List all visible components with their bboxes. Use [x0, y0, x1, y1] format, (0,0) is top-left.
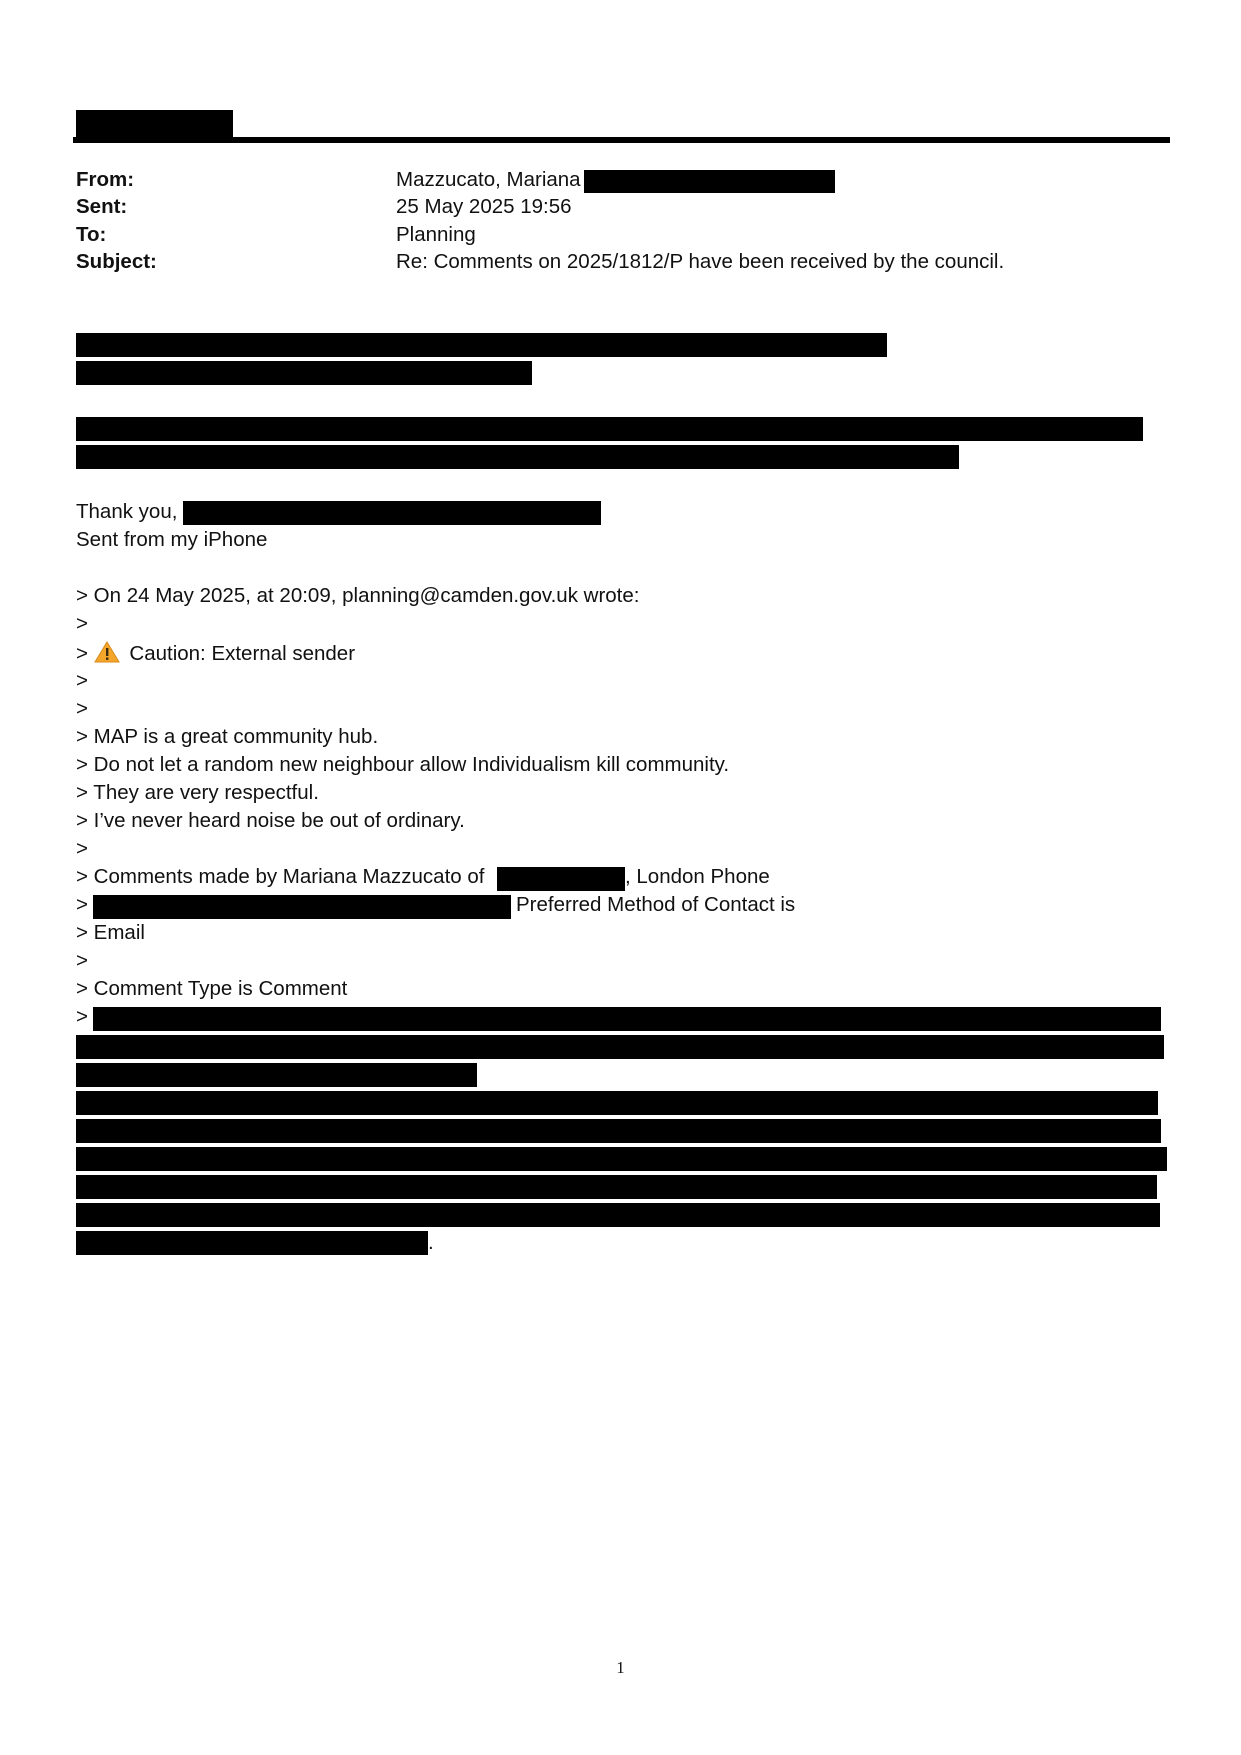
subject-label: Subject:: [76, 250, 157, 273]
page-number: 1: [616, 1658, 625, 1677]
name-redaction: [183, 501, 601, 525]
from-label: From:: [76, 168, 135, 191]
london-phone-text: , London Phone: [625, 865, 770, 888]
comment-redaction: [93, 1007, 1161, 1031]
to-value: Planning: [396, 223, 476, 246]
body-redaction: [76, 361, 532, 385]
address-redaction: [497, 867, 625, 891]
comment-redaction: [76, 1175, 1157, 1199]
quote-marker: >: [76, 669, 88, 692]
caution-quote-marker: >: [76, 642, 88, 665]
comment-line: > They are very respectful.: [76, 781, 319, 804]
preferred-contact-text: Preferred Method of Contact is: [516, 893, 796, 916]
signature-text: Sent from my iPhone: [76, 528, 268, 551]
body-redaction: [76, 417, 1143, 441]
caution-line: [76, 640, 355, 671]
body-redaction: [76, 445, 959, 469]
final-period: .: [428, 1231, 434, 1254]
warning-icon: [94, 641, 120, 671]
quote-marker: >: [76, 893, 88, 916]
quote-intro: > On 24 May 2025, at 20:09, planning@camden.gov.uk wrote:: [76, 584, 640, 607]
to-label: To:: [76, 223, 107, 246]
comment-line: > I’ve never heard noise be out of ordinary.: [76, 809, 465, 832]
from-email-redaction: [584, 170, 835, 193]
comment-redaction: [76, 1063, 477, 1087]
sent-label: Sent:: [76, 195, 128, 218]
comment-line: > Do not let a random new neighbour allow Individualism kill community.: [76, 753, 730, 776]
comment-redaction: [76, 1091, 1158, 1115]
from-value: Mazzucato, Mariana: [396, 168, 581, 191]
comment-redaction: [76, 1035, 1164, 1059]
comment-redaction: [76, 1203, 1160, 1227]
thank-you-text: Thank you,: [76, 500, 178, 523]
quote-marker: >: [76, 949, 88, 972]
caution-text: Caution: External sender: [129, 642, 356, 665]
comment-redaction: [76, 1231, 428, 1255]
sent-value: 25 May 2025 19:56: [396, 195, 572, 218]
header-rule: [73, 137, 1170, 143]
comment-redaction: [76, 1147, 1167, 1171]
quote-marker: >: [76, 1005, 88, 1028]
body-redaction: [76, 333, 887, 357]
comment-type: > Comment Type is Comment: [76, 977, 348, 1000]
contact-method: > Email: [76, 921, 145, 944]
header-redaction: [76, 110, 233, 138]
comment-redaction: [76, 1119, 1161, 1143]
phone-redaction: [93, 895, 511, 919]
quote-marker: >: [76, 837, 88, 860]
quote-marker: >: [76, 697, 88, 720]
comment-line: > MAP is a great community hub.: [76, 725, 379, 748]
quote-marker: >: [76, 612, 88, 635]
comments-made-by: > Comments made by Mariana Mazzucato of: [76, 865, 485, 888]
subject-value: Re: Comments on 2025/1812/P have been received by the council.: [396, 250, 1005, 273]
